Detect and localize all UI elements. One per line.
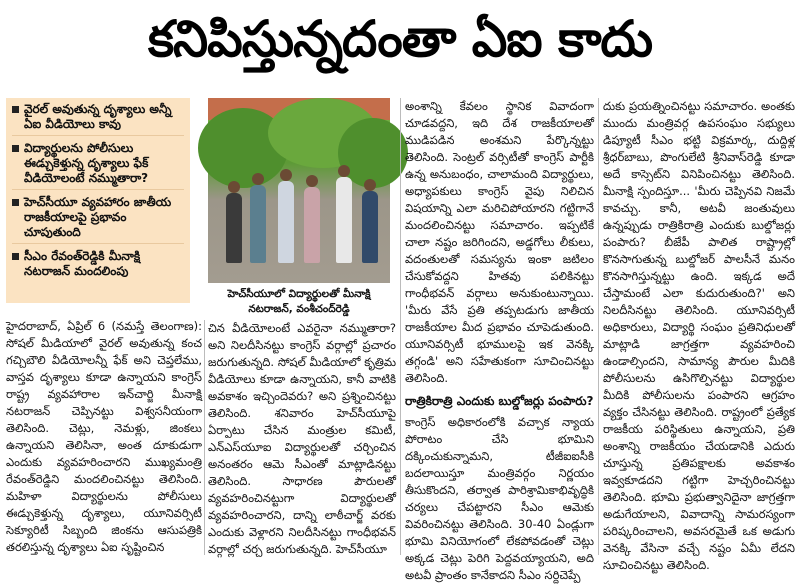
square-bullet-icon [12,106,19,113]
article-column-1 [6,318,202,559]
article-paragraph: హైదరాబాద్, ఏప్రిల్ 6 (నమస్తే తెలంగాణ): సోషల్ మీడియాలో వైరల్ అవుతున్న కంచ గచ్చిబౌలి వీడియోలన్నీ ఫేక్ అని చెప్తలేము, వాస్తవ దృశ్యాలు కూడా ఉన్నాయని కాంగ్రెస్ రాష్ట్ర వ్యవహారాల ఇన్‌చార్జి మీనాక్షి నటరాజన్ చెప్పినట్టు విశ్వసనీయంగా తెలిసింది. చెట్లు, నెమళ్లు, జింకలు ఉన్నాయని తెలిసినా, అంత దూకుడుగా ఎందుకు వ్యవహరించారని ముఖ్యమంత్రి రేవంత్‌రెడ్డిని మందలించినట్టు తెలిసింది. మహిళా విద్యార్థులను పోలీసులు ఈడ్చుకెళ్తున్న దృశ్యాలు, యూనివర్సిటీ సెక్యూరిటీ సిబ్బంది జింకను ఆసుపత్రికి తరలిస్తున్న దృశ్యాలు ఏఐ సృష్టించిన [6,319,202,554]
article-column-2 [208,320,396,559]
square-bullet-icon [12,199,19,206]
news-photo [208,98,390,283]
highlight-text: హెచ్‌సీయూ వ్యవహారం జాతీయ రాజకీయాలపై ప్రభావం చూపుతుంది [24,195,172,239]
highlight-item [12,102,184,136]
person-figure [226,193,242,263]
article-column-4 [603,98,795,572]
highlight-item [12,249,184,282]
article-column-3 [405,98,594,582]
person-figure [304,187,320,263]
person-figure [362,191,378,263]
photo-caption: హెచ్‌సీయూలో విద్యార్థులతో మీనాక్షి నటరాజన్, వంశీచంద్‌రెడ్డి [227,288,371,315]
highlight-text: సీఎం రేవంత్‌రెడ్డికి మీనాక్షి నటరాజన్ మందలింపు [24,249,141,278]
column-divider [400,98,401,555]
highlight-text: విద్యార్థులను పోలీసులు ఈడ్చుకెళ్తున్న దృశ్యాలు ఫేక్ వీడియోలంటే నమ్ముతారా? [24,141,149,185]
highlight-item [12,195,184,244]
headline: కనిపిస్తున్నదంతా ఏఐ కాదు [147,9,653,68]
highlight-item [12,141,184,190]
article-paragraph: చిన వీడియోలంటే ఎవరైనా నమ్ముతారా? అని నిలదీసినట్టు కాంగ్రెస్ వర్గాల్లో ప్రచారం జరుగుతున్నది. సోషల్ మీడియాలో కృత్రిమ వీడియోలు కూడా ఉన్నాయని, కానీ వాటికి అవకాశం ఇచ్చిందెవరు? అని ప్రశ్నించినట్టు తెలిసింది. శనివారం హెచ్‌సీయూపై ఏర్పాటు చేసిన మంత్రుల కమిటీ, ఎన్‌ఎస్‌యూఐ విద్యార్థులతో చర్చించిన అనంతరం ఆమె సీఎంతో మాట్లాడినట్టు తెలిసింది. సాధారణ పౌరులతో వ్యవహరించినట్టుగా విద్యార్థులతో వ్యవహరించారని, దాన్ని లాఠీచార్జ్ వరకు ఎందుకు వెళ్లారని నిలదీసినట్టు గాంధీభవన్ వర్గాల్లో చర్చ జరుగుతున్నది. హెచ్‌సీయూ [208,321,396,556]
article-paragraph: దుకు ప్రయత్నించినట్టు సమాచారం. అంతకు ముందు మంత్రివర్గ ఉపసంఘం సభ్యులు డిప్యూటీ సీఎం భట్టి విక్రమార్క, దుద్దిళ్ల శ్రీధర్‌బాబు, పొంగులేటి శ్రీనివాస్‌రెడ్డి కూడా అదే కాస్సెట్‌ని వినిపించినట్టు తెలిసింది. మీనాక్షి స్పందిస్తూ... 'మీరు చెప్పినవి నిజమే కావచ్చు. కానీ, అటవీ జంతువులు ఉన్నప్పుడు రాత్రికిరాత్రి ఎందుకు బుల్డోజర్లు పంపారు? బీజేపీ పాలిత రాష్ట్రాల్లో కొనసాగుతున్న బుల్డోజర్ పాలసీనే మనం కొనసాగిస్తున్నట్టు ఉంది. ఇక్కడ అదే చేస్తామంటే ఎలా కుదురుతుంది?' అని నిలదీసినట్టు తెలిసింది. యూనివర్సిటీ అధికారులు, విద్యార్థి సంఘం ప్రతినిధులతో మాట్లాడి జాగ్రత్తగా వ్యవహరించి ఉండాల్సిందని, సామాన్య పౌరుల మీదికి పోలీసులను ఉసిగొల్పినట్టు విద్యార్థుల మీదికి పోలీసులను పంపారని ఆగ్రహం వ్యక్తం చేసినట్టు తెలిసింది. రాష్ట్రంలో ప్రత్యేక రాజకీయ పరిస్థితులు ఉన్నాయని, ప్రతి అంశాన్ని రాజకీయం చేయడానికి ఎదురు చూస్తున్న ప్రతిపక్షాలకు అవకాశం ఇవ్వకూడదని గట్టిగా హెచ్చరించినట్టు తెలిసింది. భూమి ప్రభుత్వానిదైనా జాగ్రత్తగా అడుగేయాలని, వివాదాన్ని సామరస్యంగా పరిష్కరించాలని, అవసరమైతే ఒక అడుగు వెనక్కి వేసినా వచ్చే నష్టం ఏమీ లేదని సూచించినట్టు తెలిసింది. [603,99,795,572]
article-paragraph: కాంగ్రెస్ అధికారంలోకి వచ్చాక న్యాయ పోరాటం చేసి భూమిని దక్కించుకున్నామని, టీజీఐఐసీకి బదలాయిస్తూ మంత్రివర్గం నిర్ణయం తీసుకొందని, తర్వాత పారిశ్రామికాభివృద్ధికి చర్యలు చేపట్టారని సీఎం ఆమెకు వివరించినట్టు తెలిసింది. 30-40 ఏండ్లుగా భూమి వినియోగంలో లేకపోవడంతో చెట్లు అక్కడ చెట్లు పెరిగి పెద్దవయ్యాయని, అది అటవీ ప్రాంతం కానేకాదని సీఎం సర్దిచెప్పే [405,415,594,582]
highlight-text: వైరల్ అవుతున్న దృశ్యాలు అన్నీ ఏఐ వీడియోలు కావు [24,102,172,131]
person-figure [336,177,352,263]
square-bullet-icon [12,253,19,260]
person-figure [250,185,266,263]
square-bullet-icon [12,145,19,152]
person-figure [278,181,294,263]
column-divider [598,98,599,555]
highlights-box [6,98,190,303]
column-divider [204,320,205,555]
subheading: రాత్రికిరాత్రి ఎందుకు బుల్డోజర్లు పంపారు? [405,394,594,408]
article-paragraph: అంశాన్ని కేవలం స్థానిక వివాదంగా చూడవద్దని, ఇది దేశ రాజకీయాలతో ముడిపడిన అంశమని పేర్కొన్నట్టు తెలిసింది. సెంట్రల్ వర్సిటీతో కాంగ్రెస్ పార్టీకి ఉన్న అనుబంధం, చాలామంది విద్యార్థులు, అధ్యాపకులు కాంగ్రెస్ వైపు నిలిచిన విషయాన్ని ఎలా మరిచిపోయారని గట్టిగానే మందలించినట్టు సమాచారం. ఇప్పటికే చాలా నష్టం జరిగిందని, అడ్డగోలు లీకులు, వదంతులతో సమస్యను ఇంకా జటిలం చేసుకోవద్దని హితవు పలికినట్టు గాంధీభవన్ వర్గాలు అనుకుంటున్నాయి. 'మీరు వేసే ప్రతి తప్పటడుగు జాతీయ రాజకీయాల మీద ప్రభావం చూపెడుతుంది. యూనివర్సిటీ భూములపై ఇక వెనక్కి తగ్గండి' అని సహేతుకంగా సూచించినట్టు తెలిసింది. [405,99,594,385]
